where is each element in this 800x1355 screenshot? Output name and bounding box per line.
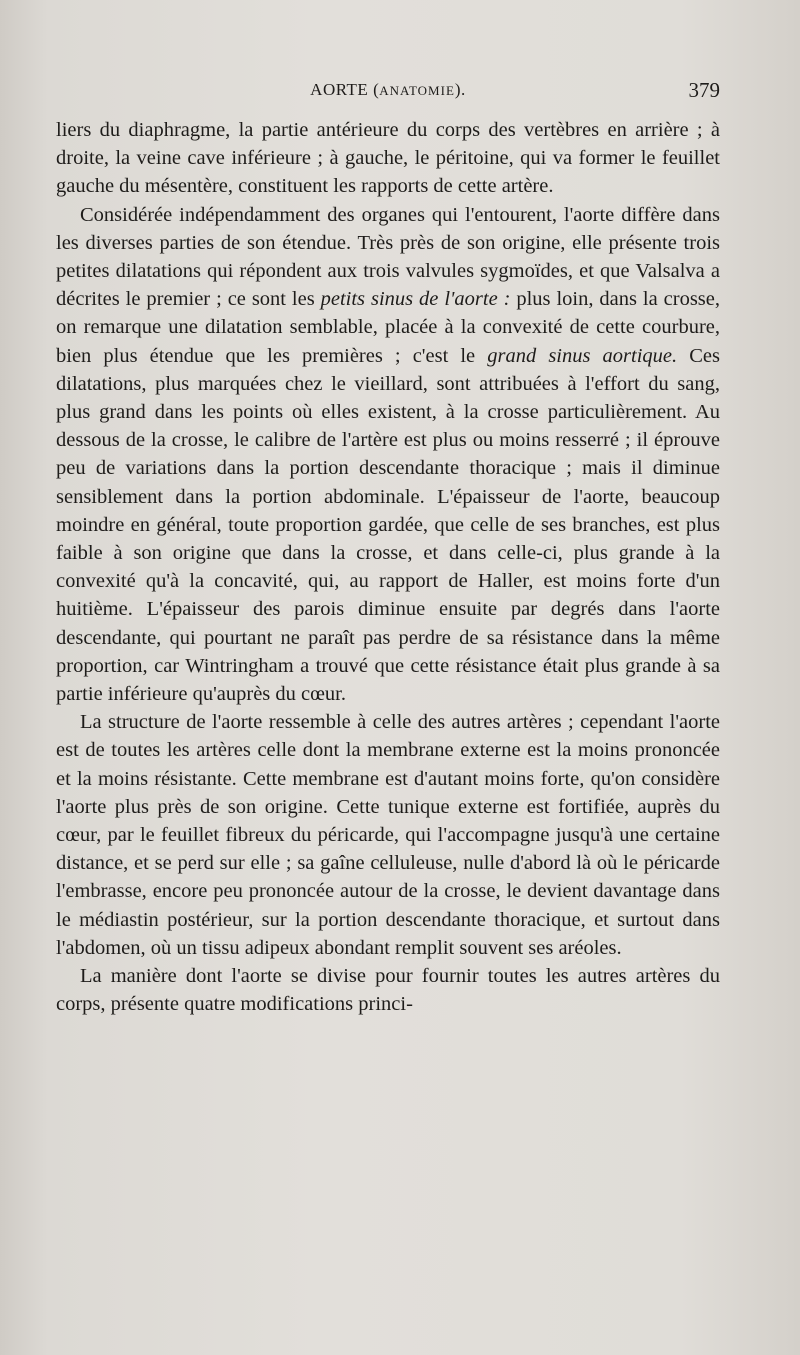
paragraph-1: liers du diaphragme, la partie antérieure du corps des vertèbres en arrière ; à droite, la veine cave inférieure ; à gauche, le péritoine, qui va former le feuillet gauche du mésentère, constituent les rapports de cette artère. — [56, 119, 720, 198]
running-title-paren-open: ( — [373, 80, 380, 99]
running-title-main: AORTE — [310, 80, 369, 99]
running-title — [56, 80, 720, 100]
page-header — [56, 80, 720, 110]
page-body — [56, 116, 720, 1019]
paragraph-2-text-a: Considérée indépendamment des organes qui l'entourent, l'aorte diffère dans les diverses parties de son étendue. Très près de son origine, elle présente trois petites dilatations qui répondent aux trois valvules sygmoïdes, et que Valsalva a décrites le premier ; ce sont les — [56, 203, 720, 311]
page-number: 379 — [688, 78, 720, 102]
paragraph-2-italic-term-2: grand sinus aortique. — [487, 344, 678, 367]
paragraph-3: La structure de l'aorte ressemble à celle des autres artères ; cependant l'aorte est de toutes les artères celle dont la membrane externe est la moins prononcée et la moins résistante. Cette membrane est d'autant moins forte, qu'on considère l'aorte plus près de son origine. Cette tunique externe est fortifiée, auprès du cœur, par le feuillet fibreux du péricarde, qui l'accompagne jusqu'à une certaine distance, et se perd sur elle ; sa gaîne celluleuse, nulle d'abord là où le péricarde l'embrasse, encore peu prononcée autour de la crosse, le devient davantage dans le médiastin postérieur, sur la portion descendante thoracique, et surtout dans l'abdomen, où un tissu adipeux abondant remplit souvent ses aréoles. — [56, 711, 720, 959]
running-title-sub: ANATOMIE — [379, 83, 455, 98]
running-title-paren-close: ). — [454, 80, 466, 99]
paragraph-4: La manière dont l'aorte se divise pour fournir toutes les autres artères du corps, présente quatre modifications princi- — [56, 965, 720, 1016]
paragraph-2-italic-term-1: petits sinus de l'aorte : — [320, 288, 511, 311]
paragraph-2-text-c: Ces dilatations, plus marquées chez le vieillard, sont attribuées à l'effort du sang, plus grand dans les points où elles existent, à la crosse particulièrement. Au dessous de la crosse, le calibre de l'artère est plus ou moins resserré ; il éprouve peu de variations dans la portion descendante thoracique ; mais il diminue sensiblement dans la portion abdominale. L'épaisseur de l'aorte, beaucoup moindre en général, toute proportion gardée, que celle de ses branches, est plus faible à son origine que dans la crosse, et dans celle-ci, plus grande à la convexité qu'à la concavité, qui, au rapport de Haller, est moins forte d'un huitième. L'épaisseur des parois diminue ensuite par degrés dans l'aorte descendante, qui pourtant ne paraît pas perdre de sa résistance dans la même proportion, car Wintringham a trouvé que cette résistance était plus grande à sa partie inférieure qu'auprès du cœur. — [56, 344, 720, 706]
paragraph-2 — [56, 201, 720, 709]
paragraph-2-text-b: plus loin, dans la crosse, on remarque une dilatation semblable, placée à la convexité de cette courbure, bien plus étendue que les premières ; c'est le — [56, 288, 720, 367]
